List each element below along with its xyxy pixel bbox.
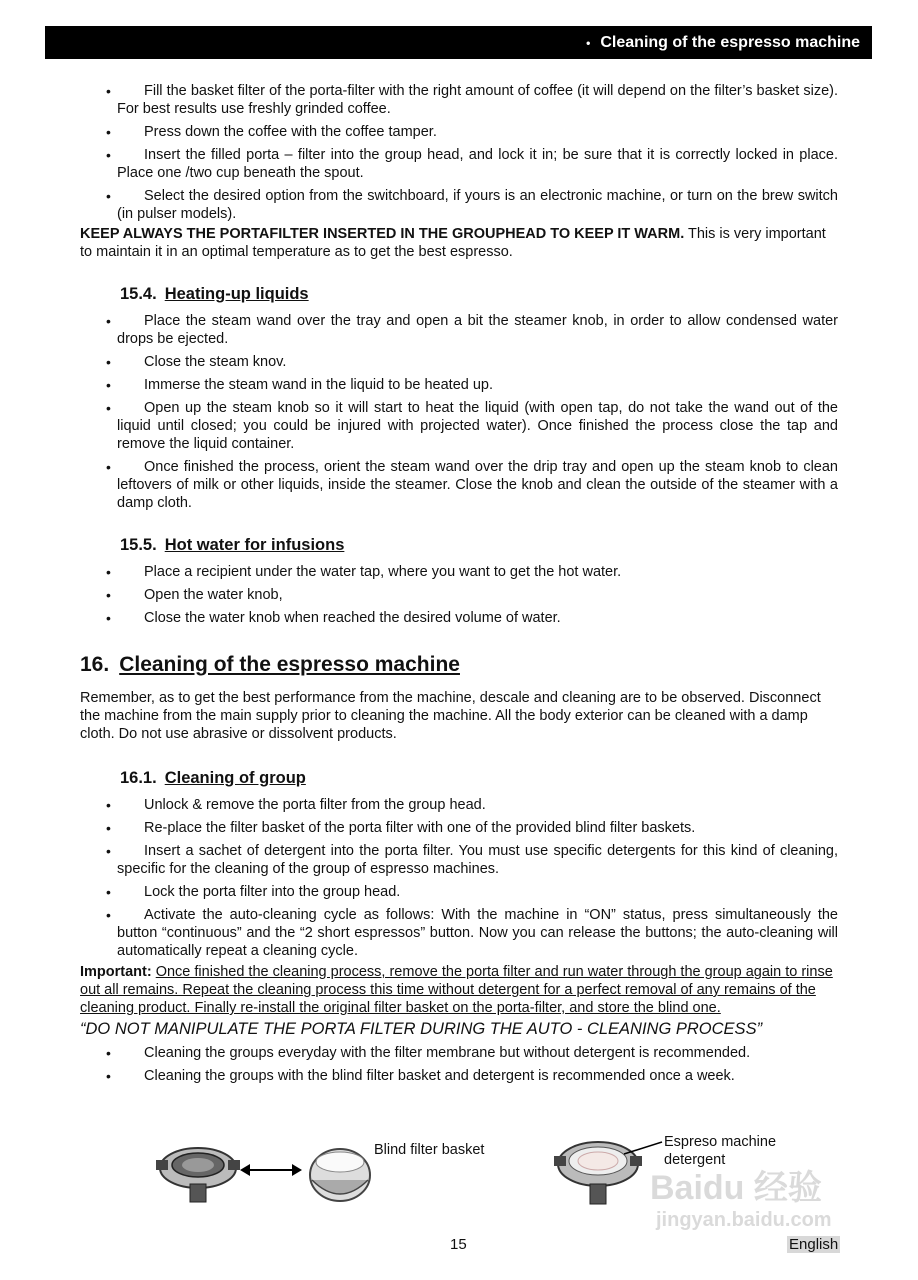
section-number: 15.5. — [120, 536, 157, 554]
header-title: Cleaning of the espresso machine — [600, 33, 860, 51]
section-title: Hot water for infusions — [164, 536, 345, 554]
list-item: • Press down the coffee with the coffee tamper. — [80, 123, 838, 141]
portafilter-open-icon — [156, 1148, 240, 1202]
list-item: • Activate the auto-cleaning cycle as follows: With the machine in “ON” status, press simultaneously the button “continuous” and the “2 short espressos” button. Now you can release the buttons; the auto-cleaning will automatically repeat a cleaning cycle. — [80, 906, 838, 960]
double-arrow-icon — [240, 1164, 302, 1176]
list-item: • Cleaning the groups with the blind filter basket and detergent is recommended once a week. — [80, 1067, 838, 1085]
list-item: • Immerse the steam wand in the liquid to be heated up. — [80, 376, 838, 394]
important-note — [80, 963, 838, 1017]
header-bullet: • — [586, 35, 591, 50]
list-item: • Close the steam knov. — [80, 353, 838, 371]
section-title: Heating-up liquids — [164, 285, 309, 303]
list-item: • Insert the filled porta – filter into the group head, and lock it in; be sure that it is correctly locked in place. Place one /two cup beneath the spout. — [80, 146, 838, 182]
list-item: • Insert a sachet of detergent into the porta filter. You must use specific detergents for this kind of cleaning, specific for the cleaning of the group of espresso machines. — [80, 842, 838, 878]
intro-list — [80, 82, 838, 223]
language-label: English — [789, 1236, 839, 1253]
list-item: • Place a recipient under the water tap, where you want to get the hot water. — [80, 563, 838, 581]
list-item: • Cleaning the groups everyday with the filter membrane but without detergent is recommended. — [80, 1044, 838, 1062]
list-item: • Lock the porta filter into the group head. — [80, 883, 838, 901]
section-number: 16. — [80, 653, 110, 676]
section-15-4-heading — [80, 285, 838, 304]
keep-warm-rest: This is very important to maintain it in an optimal temperature as to get the best espresso. — [80, 226, 826, 260]
list-item: • Open up the steam knob so it will start to heat the liquid (with open tap, do not take the wand out of the liquid until closed; you could be injured with projected water). Once finished the process close the tap and remove the liquid container. — [80, 399, 838, 453]
list-item: • Place the steam wand over the tray and open a bit the steamer knob, in order to allow condensed water drops be ejected. — [80, 312, 838, 348]
important-text: Once finished the cleaning process, remove the porta filter and run water through the group again to rinse out all remains. Repeat the cleaning process this time without detergent for a perfect removal of any remains of the cleaning product. Finally re-install the original filter basket on the porta-filter, and store the blind one. — [80, 964, 833, 1016]
section-title: Cleaning of group — [164, 769, 306, 787]
list-item: • Re-place the filter basket of the porta filter with one of the provided blind filter baskets. — [80, 819, 838, 837]
keep-warm-bold: KEEP ALWAYS THE PORTAFILTER INSERTED IN THE GROUPHEAD TO KEEP IT WARM. — [80, 226, 685, 242]
warning-quote: “DO NOT MANIPULATE THE PORTA FILTER DURING THE AUTO - CLEANING PROCESS” — [80, 1020, 763, 1038]
cleaning-intro-paragraph: Remember, as to get the best performance from the machine, descale and cleaning are to be observed. Disconnect the machine from the main supply prior to cleaning the machine. All the body exterior can be cleaned with a damp cloth. Do not use abrasive or dissolvent products. — [80, 690, 821, 742]
baidu-watermark — [650, 1160, 832, 1232]
heating-list — [80, 312, 838, 512]
list-item: • Unlock & remove the porta filter from the group head. — [80, 796, 838, 814]
blind-filter-label: Blind filter basket — [374, 1142, 485, 1158]
section-number: 16.1. — [120, 769, 157, 787]
detergent-label-line1: Espreso machine — [664, 1134, 777, 1150]
section-15-5-heading — [80, 536, 838, 555]
section-16-1-heading — [80, 769, 838, 788]
important-label: Important: — [80, 964, 152, 980]
detergent-label-line2: detergent — [664, 1152, 726, 1168]
page-content — [80, 82, 838, 1090]
list-item: • Fill the basket filter of the porta-filter with the right amount of coffee (it will depend on the filter’s basket size). For best results use freshly grinded coffee. — [80, 82, 838, 118]
frequency-list — [80, 1044, 838, 1085]
section-16-heading — [80, 653, 838, 677]
portafilter-detergent-icon — [554, 1142, 662, 1204]
list-item: • Open the water knob, — [80, 586, 838, 604]
keep-warm-note — [80, 225, 838, 261]
blind-filter-basket-icon — [310, 1149, 370, 1201]
section-number: 15.4. — [120, 285, 157, 303]
page-number: 15 — [450, 1236, 467, 1253]
list-item: • Close the water knob when reached the desired volume of water. — [80, 609, 838, 627]
list-item: • Select the desired option from the switchboard, if yours is an electronic machine, or turn on the brew switch (in pulser models). — [80, 187, 838, 223]
group-cleaning-list — [80, 796, 838, 960]
hot-water-list — [80, 563, 838, 627]
section-title: Cleaning of the espresso machine — [119, 653, 460, 676]
watermark-line1: Baidu 经验 — [650, 1169, 822, 1207]
watermark-line2: jingyan.baidu.com — [656, 1209, 832, 1231]
list-item: • Once finished the process, orient the steam wand over the drip tray and open up the steam knob to clean leftovers of milk or other liquids, inside the steamer. Close the knob and clean the outside of the steamer with a damp cloth. — [80, 458, 838, 512]
header-bar — [45, 26, 872, 59]
